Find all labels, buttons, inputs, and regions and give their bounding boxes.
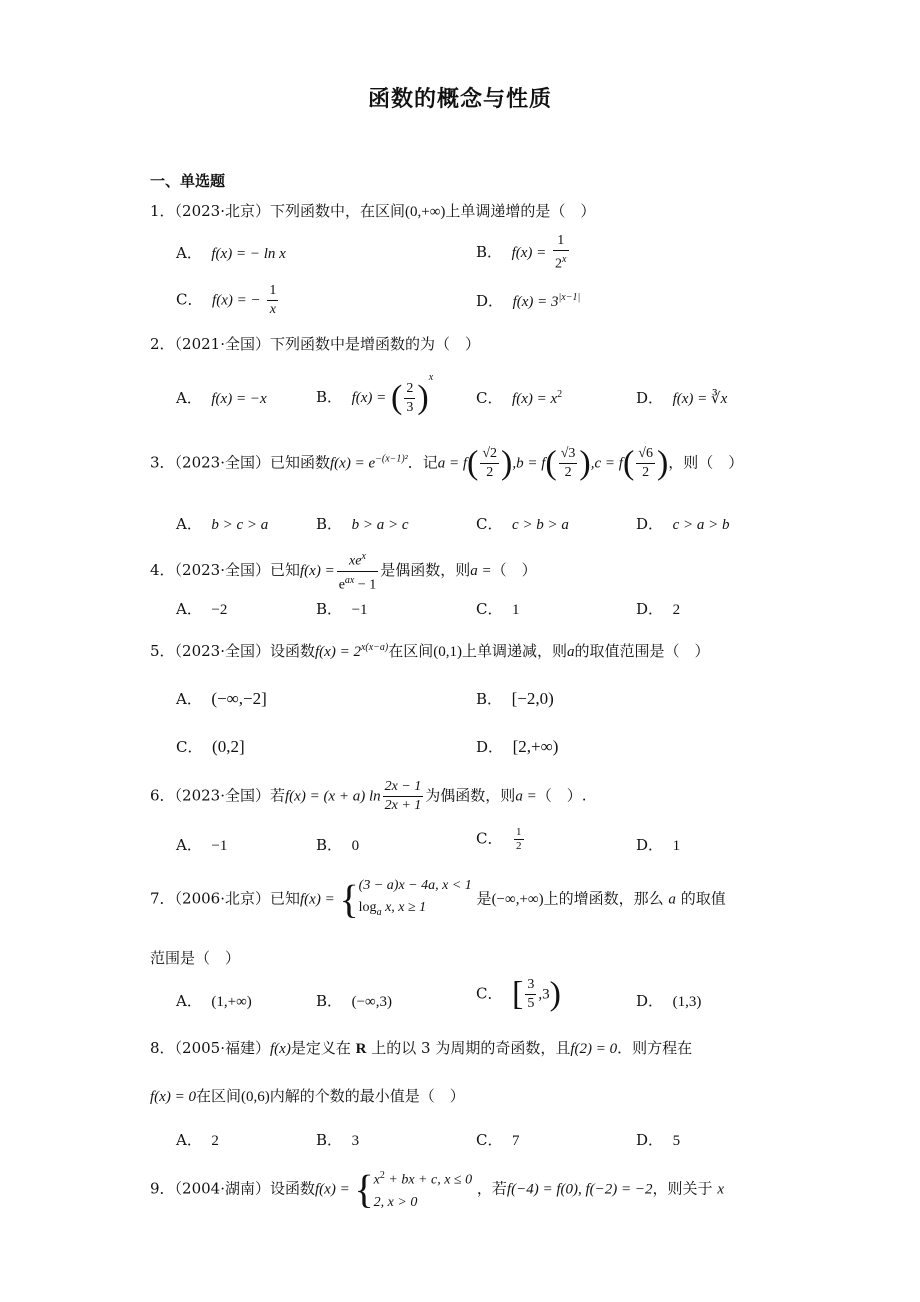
- option-math: c > a > b: [672, 517, 730, 533]
- q1-suffix: 上单调递增的是（ ）: [445, 202, 596, 220]
- q7-line-2: 范围是（ ）: [150, 949, 241, 967]
- option-label: A．: [176, 389, 202, 407]
- q1-option-a[interactable]: [176, 242, 286, 263]
- q5-interval: (0,1): [433, 644, 462, 660]
- q8-condition: f(2) = 0: [570, 1041, 618, 1057]
- q5-mid2: 上单调递减，则: [462, 642, 568, 660]
- left-paren: (: [622, 444, 635, 482]
- left-brace: {: [354, 1166, 374, 1212]
- left-paren: (: [545, 444, 557, 482]
- option-label: B．: [476, 690, 503, 708]
- option-label: A．: [176, 600, 202, 618]
- denominator: 2x + 1: [384, 798, 422, 813]
- q6-option-a[interactable]: [176, 834, 227, 855]
- question-7: [150, 875, 726, 924]
- option-label: A．: [176, 992, 202, 1010]
- fraction: [480, 445, 499, 482]
- option-math: (1,3): [672, 994, 702, 1010]
- numerator: 2: [404, 380, 415, 399]
- q7-option-d[interactable]: [636, 990, 701, 1011]
- q5-variable: a: [567, 644, 575, 660]
- option-math: (0,2]: [212, 737, 245, 756]
- q4-function: f(x) =: [300, 563, 335, 580]
- fraction: [553, 232, 568, 274]
- q2-option-c[interactable]: [476, 387, 562, 408]
- case-1: (3 − a)x − 4a, x < 1: [358, 878, 472, 893]
- case-1: + bx + c, x ≤ 0: [384, 1172, 473, 1188]
- q3-mid: ．记: [407, 453, 438, 472]
- q9-variable: x: [717, 1181, 724, 1198]
- denominator: 2: [564, 465, 572, 480]
- option-label: D．: [636, 836, 664, 854]
- option-math: b > c > a: [211, 517, 269, 533]
- option-math: c > b > a: [512, 517, 569, 533]
- exponent: x: [428, 372, 434, 383]
- q8-option-b[interactable]: [316, 1129, 359, 1150]
- option-math: f(x) = −x: [211, 391, 267, 407]
- numerator: 3: [525, 976, 536, 995]
- q3-option-b[interactable]: [316, 513, 408, 534]
- option-label: B．: [316, 515, 343, 533]
- denominator: 2: [486, 465, 494, 480]
- q4-suffix: 是偶函数，则: [380, 561, 471, 580]
- exponent: 2: [557, 389, 563, 400]
- q3-b: ,b = f: [512, 455, 546, 472]
- log-symbol: log: [358, 900, 377, 915]
- q2-option-a[interactable]: [176, 387, 267, 408]
- question-5: [150, 640, 710, 661]
- cube-root: ∛x: [711, 391, 728, 407]
- fraction: [559, 445, 578, 482]
- option-math: b > a > c: [351, 517, 409, 533]
- option-math: 1: [512, 602, 520, 618]
- q3-function: f(x) = e: [330, 455, 376, 472]
- option-math: 2: [211, 1133, 219, 1149]
- option-label: A．: [176, 1131, 202, 1149]
- question-2: [150, 333, 480, 354]
- q4-option-c[interactable]: [476, 598, 520, 619]
- case-2: x, x ≥ 1: [381, 900, 427, 915]
- q3-option-a[interactable]: [176, 513, 268, 534]
- numerator: 2x − 1: [383, 778, 424, 797]
- option-label: C．: [476, 389, 503, 407]
- option-label: B．: [316, 1131, 343, 1149]
- log-base: a: [376, 906, 382, 918]
- exponent: x: [562, 254, 567, 265]
- q2-prefix: 2．（2021·全国）下列函数中是增函数的为（ ）: [150, 335, 480, 353]
- option-math: 3: [351, 1133, 360, 1149]
- option-label: A．: [176, 690, 202, 708]
- option-label: C．: [476, 984, 503, 1003]
- left-brace: {: [339, 876, 359, 922]
- right-paren: ): [656, 444, 669, 482]
- numerator: √2: [480, 445, 499, 464]
- denominator: e: [338, 577, 345, 593]
- right-paren: ): [417, 379, 429, 416]
- question-4: [150, 548, 537, 594]
- q7-option-c[interactable]: [476, 976, 561, 1013]
- fraction: [337, 548, 379, 594]
- case-1-base: x: [373, 1172, 380, 1188]
- denominator: 2: [516, 840, 522, 852]
- q5-option-b[interactable]: [476, 688, 554, 709]
- q5-option-a[interactable]: [176, 688, 267, 709]
- option-label: A．: [176, 244, 202, 262]
- option-label: B．: [316, 600, 343, 618]
- q6-prefix: 6．（2023·全国）若: [150, 786, 285, 805]
- option-label: D．: [476, 292, 504, 310]
- option-math: (−∞,3): [351, 994, 392, 1010]
- option-math: (−∞,−2]: [211, 689, 267, 708]
- denominator: 3: [406, 399, 414, 415]
- q8-function: f(x): [270, 1041, 291, 1057]
- fraction: [383, 778, 424, 815]
- q1-option-c[interactable]: [176, 282, 280, 319]
- option-label: C．: [476, 515, 503, 533]
- exponent: x: [361, 551, 366, 562]
- q8-line-2: [150, 1085, 465, 1106]
- exponent: −(x−1)²: [375, 453, 408, 465]
- option-math: 5: [672, 1133, 681, 1149]
- q5-option-d[interactable]: [476, 736, 558, 757]
- option-math: f(x) =: [511, 244, 547, 261]
- option-label: C．: [176, 738, 203, 756]
- q7-function: f(x) =: [300, 891, 335, 908]
- denominator: x: [269, 302, 276, 317]
- fraction: [525, 976, 536, 1013]
- option-label: D．: [636, 992, 664, 1010]
- fraction: [267, 282, 278, 319]
- q4-option-b[interactable]: [316, 598, 368, 619]
- right-paren: ): [579, 444, 591, 482]
- q5-prefix: 5．（2023·全国）设函数: [150, 642, 315, 660]
- denominator: 5: [527, 996, 535, 1011]
- option-label: D．: [636, 515, 664, 533]
- q3-a: a = f: [437, 455, 468, 472]
- q8-option-c[interactable]: [476, 1129, 520, 1150]
- q5-option-c[interactable]: [176, 736, 245, 757]
- option-math: −1: [211, 838, 228, 854]
- question-8: [150, 1037, 692, 1058]
- q9-suffix: ，则关于: [652, 1179, 713, 1198]
- option-math: 0: [351, 838, 360, 854]
- option-label: A．: [176, 836, 202, 854]
- q9-prefix: 9．（2004·湖南）设函数: [150, 1179, 315, 1198]
- q1-option-d[interactable]: [476, 290, 580, 311]
- option-label: D．: [636, 1131, 664, 1149]
- q6-function: f(x) = (x + a) ln: [285, 788, 381, 805]
- option-math: −2: [211, 602, 228, 618]
- q1-option-b[interactable]: [476, 232, 571, 274]
- q3-prefix: 3．（2023·全国）已知函数: [150, 453, 330, 472]
- option-label: B．: [316, 836, 343, 854]
- section-heading: 一、单选题: [150, 172, 226, 190]
- q3-option-d[interactable]: [636, 513, 729, 534]
- option-label: D．: [636, 389, 664, 407]
- q1-interval: (0,+∞): [405, 204, 446, 220]
- q6-option-d[interactable]: [636, 834, 680, 855]
- option-label: D．: [636, 600, 664, 618]
- option-math: 1: [672, 838, 681, 854]
- q3-suffix: ，则（ ）: [668, 453, 744, 472]
- question-3: [150, 445, 743, 482]
- denominator-base: 2: [555, 256, 563, 272]
- fraction: [636, 445, 655, 482]
- option-math: f(x) =: [672, 391, 712, 407]
- right-paren: ): [501, 444, 513, 482]
- q2-option-d[interactable]: [636, 387, 727, 408]
- q4-option-a[interactable]: [176, 598, 227, 619]
- q8-equation: f(x) = 0: [150, 1089, 196, 1105]
- real-numbers-symbol: R: [355, 1041, 367, 1057]
- option-math: [2,+∞): [512, 737, 559, 756]
- piecewise-cases: [374, 1165, 472, 1214]
- q8-mid2: 上的以 3 为周期的奇函数，且: [371, 1039, 571, 1057]
- q8-option-d[interactable]: [636, 1129, 680, 1150]
- option-math: 7: [512, 1133, 520, 1149]
- denominator-tail: − 1: [354, 577, 377, 593]
- exponent: x(x−a): [360, 642, 389, 653]
- option-label: C．: [476, 1131, 503, 1149]
- q4-blank: （ ）: [491, 561, 537, 580]
- fraction: [404, 380, 415, 417]
- right-paren: ): [549, 975, 561, 1013]
- q6-variable: a =: [515, 788, 537, 805]
- option-math: 2: [672, 602, 681, 618]
- q5-mid: 在区间: [388, 642, 434, 660]
- q7-suffix2: 上的增函数，那么: [543, 889, 664, 908]
- q6-option-c[interactable]: [476, 826, 526, 853]
- q7-variable: a: [668, 891, 676, 908]
- option-math: f(x) = x: [512, 391, 558, 407]
- q6-blank: （ ）.: [536, 786, 587, 805]
- q7-suffix: 是: [476, 889, 492, 908]
- q8-option-a[interactable]: [176, 1129, 219, 1150]
- fraction: [514, 826, 524, 853]
- option-label: A．: [176, 515, 202, 533]
- q4-option-d[interactable]: [636, 598, 680, 619]
- option-label: D．: [476, 738, 504, 756]
- q3-option-c[interactable]: [476, 513, 569, 534]
- exponent: ax: [344, 574, 355, 586]
- numerator: 1: [516, 826, 522, 838]
- q4-variable: a =: [470, 563, 492, 580]
- option-math: ,3: [538, 986, 550, 1003]
- question-9: [150, 1165, 724, 1214]
- exponent: 2: [379, 1170, 385, 1181]
- option-math: [−2,0): [511, 689, 554, 708]
- q5-function: f(x) = 2: [315, 644, 361, 660]
- q7-prefix: 7．（2006·北京）已知: [150, 889, 300, 908]
- q9-condition: f(−4) = f(0), f(−2) = −2: [506, 1181, 653, 1198]
- q8-interval: (0,6): [240, 1089, 270, 1105]
- q3-c: ,c = f: [590, 455, 623, 472]
- option-label: B．: [476, 242, 503, 261]
- option-label: B．: [316, 992, 343, 1010]
- q8-line2-suffix: 内解的个数的最小值是（ ）: [269, 1087, 465, 1105]
- q9-function: f(x) =: [315, 1181, 350, 1198]
- option-math: f(x) = −: [212, 292, 261, 309]
- numerator: √3: [559, 445, 578, 464]
- question-6: [150, 778, 586, 815]
- left-paren: (: [391, 379, 403, 416]
- option-math: f(x) = 3: [512, 294, 559, 310]
- option-label: C．: [476, 829, 503, 848]
- option-math: f(x) =: [351, 390, 387, 406]
- q6-suffix: 为偶函数，则: [425, 786, 516, 805]
- q8-line2-mid: 在区间: [195, 1087, 241, 1105]
- q9-mid: ，若: [476, 1179, 507, 1198]
- q8-mid: 是定义在: [290, 1039, 351, 1057]
- numerator: 1: [267, 282, 278, 301]
- option-label: C．: [476, 600, 503, 618]
- q2-option-b[interactable]: [316, 372, 433, 417]
- option-math: (1,+∞): [211, 994, 252, 1010]
- option-math: f(x) = − ln x: [211, 246, 286, 262]
- left-paren: (: [467, 444, 479, 482]
- numerator: xe: [349, 553, 362, 569]
- q1-prefix: 1．（2023·北京）下列函数中，在区间: [150, 202, 405, 220]
- option-label: B．: [316, 388, 343, 406]
- case-2: 2, x > 0: [373, 1194, 418, 1210]
- q8-prefix: 8．（2005·福建）: [150, 1039, 270, 1057]
- q7-option-a[interactable]: [176, 990, 252, 1011]
- page-title: 函数的概念与性质: [367, 87, 552, 112]
- exponent: |x−1|: [558, 292, 581, 303]
- question-1: [150, 200, 595, 221]
- option-label: C．: [176, 290, 203, 309]
- q7-interval: (−∞,+∞): [491, 891, 544, 908]
- piecewise-cases: [359, 875, 472, 924]
- q5-suffix: 的取值范围是（ ）: [574, 642, 710, 660]
- q6-option-b[interactable]: [316, 834, 359, 855]
- numerator: 1: [553, 232, 568, 251]
- q7-suffix3: 的取值: [680, 889, 726, 908]
- q8-suffix: ．则方程在: [617, 1039, 693, 1057]
- q4-prefix: 4．（2023·全国）已知: [150, 561, 300, 580]
- q7-option-b[interactable]: [316, 990, 392, 1011]
- denominator: 2: [642, 465, 650, 480]
- option-math: −1: [351, 602, 368, 618]
- left-bracket: [: [512, 975, 524, 1013]
- numerator: √6: [636, 445, 655, 464]
